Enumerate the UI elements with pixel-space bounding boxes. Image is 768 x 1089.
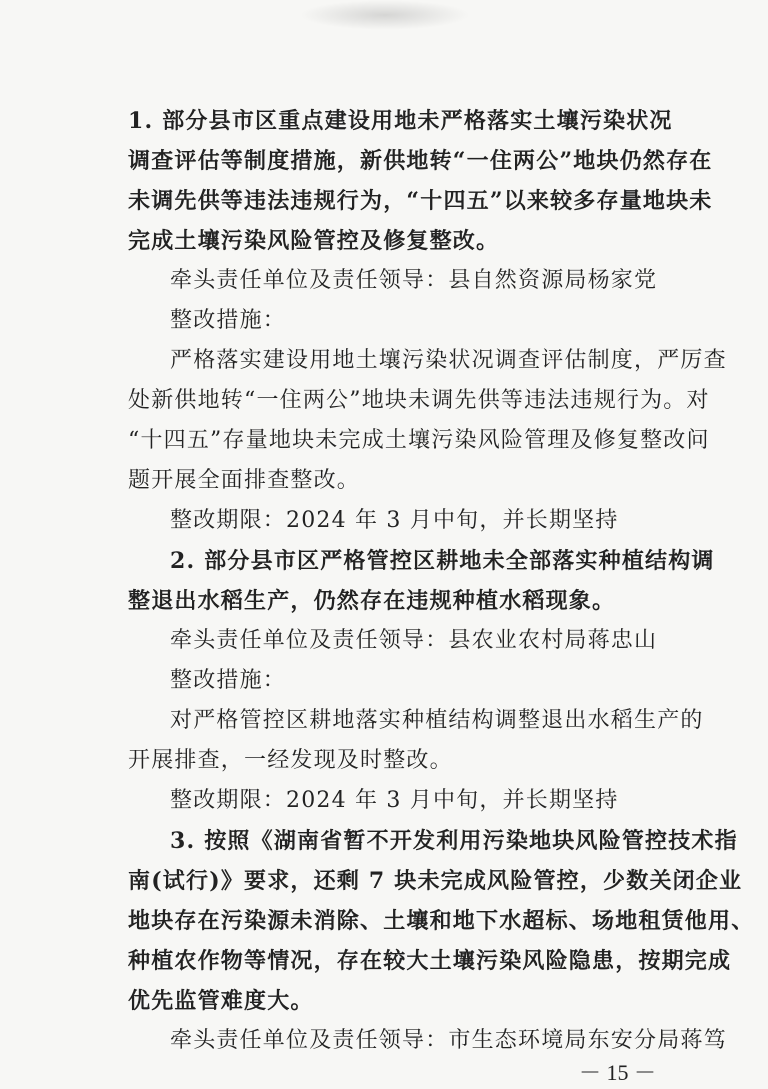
section1-measures-line: 严格落实建设用地土壤污染状况调查评估制度，严厉查 (170, 348, 727, 373)
section3-issue-line: 3. 按照《湖南省暂不开发利用污染地块风险管控技术指 (170, 828, 738, 854)
section2-issue-line: 2. 部分县市区严格管控区耕地未全部落实种植结构调 (170, 548, 715, 574)
scan-smudge (300, 0, 470, 30)
section1-deadline: 整改期限：2024 年 3 月中旬，并长期坚持 (170, 508, 619, 533)
section3-lead: 牵头责任单位及责任领导：市生态环境局东安分局蒋笃 (170, 1028, 727, 1053)
section2-measures-label: 整改措施： (170, 668, 287, 693)
section1-issue-line: 调查评估等制度措施，新供地转“一住两公”地块仍然存在 (128, 148, 713, 174)
section1-issue-line: 完成土壤污染风险管控及修复整改。 (128, 228, 500, 254)
section1-issue-line: 未调先供等违法违规行为，“十四五”以来较多存量地块未 (128, 188, 713, 214)
section2-measures-line: 开展排查，一经发现及时整改。 (128, 748, 453, 773)
section1-measures-line: 题开展全面排查整改。 (128, 468, 361, 493)
section2-deadline: 整改期限：2024 年 3 月中旬，并长期坚持 (170, 788, 619, 813)
section1-lead: 牵头责任单位及责任领导：县自然资源局杨家党 (170, 268, 658, 293)
section1-issue-line: 1. 部分县市区重点建设用地未严格落实土壤污染状况 (128, 108, 673, 134)
section1-measures-line: 处新供地转“一住两公”地块未调先供等违法违规行为。对 (128, 388, 710, 413)
section3-issue-line: 优先监管难度大。 (128, 988, 314, 1014)
page-number: － 15 － (578, 1060, 656, 1085)
section3-issue-line: 地块存在污染源未消除、土壤和地下水超标、场地租赁他用、 (128, 908, 755, 934)
section3-issue-line: 南(试行)》要求，还剩 7 块未完成风险管控，少数关闭企业 (128, 868, 743, 894)
section2-issue-line: 整退出水稻生产，仍然存在违规种植水稻现象。 (128, 588, 616, 614)
section1-measures-label: 整改措施： (170, 308, 287, 333)
section2-measures-line: 对严格管控区耕地落实种植结构调整退出水稻生产的 (170, 708, 704, 733)
section2-lead: 牵头责任单位及责任领导：县农业农村局蒋忠山 (170, 628, 658, 653)
section3-issue-line: 种植农作物等情况，存在较大土壤污染风险隐患，按期完成 (128, 948, 732, 974)
section1-measures-line: “十四五”存量地块未完成土壤污染风险管理及修复整改问 (128, 428, 710, 453)
